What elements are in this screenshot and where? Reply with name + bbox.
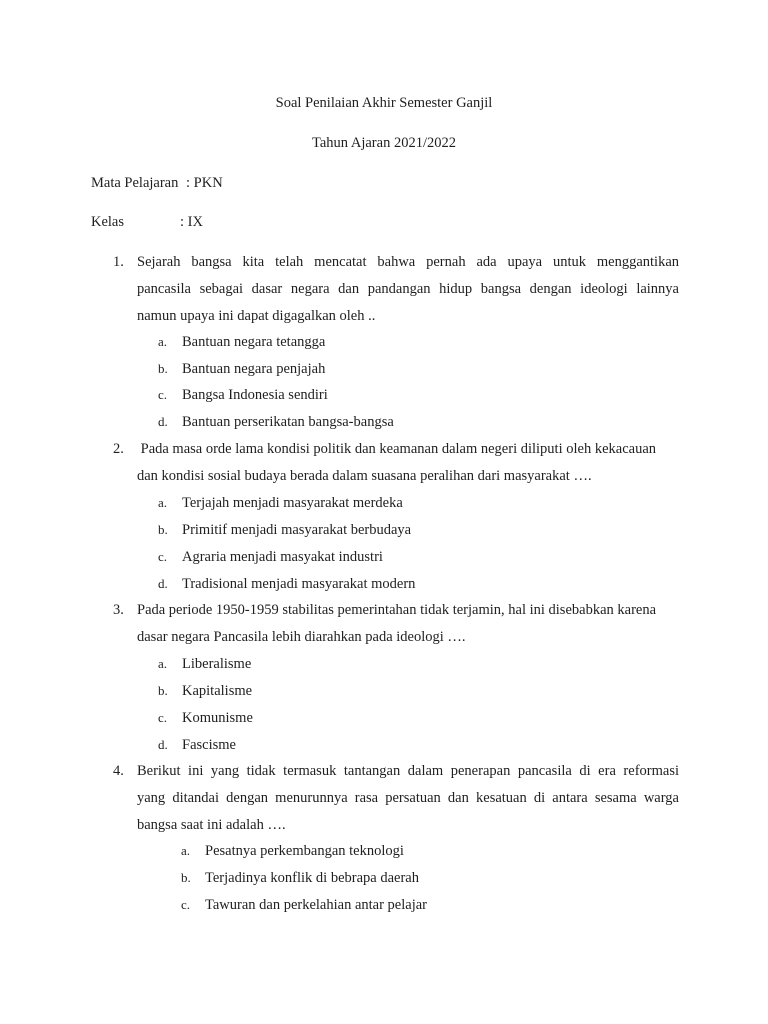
subject-label: Mata Pelajaran [91, 175, 179, 191]
question-number: 2. [113, 441, 124, 457]
subject-value: : PKN [186, 175, 223, 191]
option-letter: b. [158, 361, 168, 376]
question-text-line: yang ditandai dengan menurunnya rasa persatuan dan kesatuan di antara sesama warga [137, 790, 679, 806]
class-row [91, 214, 291, 231]
question-text-line: Berikut ini yang tidak termasuk tantangan dalam penerapan pancasila di era reformasi [137, 763, 679, 779]
question-text-line: pancasila sebagai dasar negara dan pandangan hidup bangsa dengan ideologi lainnya [137, 281, 679, 297]
option-letter: c. [158, 549, 168, 564]
option-text: Bantuan perserikatan bangsa-bangsa [182, 414, 394, 430]
option-letter: d. [158, 737, 168, 752]
option-text: Bantuan negara tetangga [182, 334, 326, 350]
document-title: Soal Penilaian Akhir Semester Ganjil [275, 95, 493, 111]
option-letter: a. [158, 334, 168, 349]
option-letter: c. [181, 897, 191, 912]
option-letter: a. [158, 656, 168, 671]
option-letter: c. [158, 387, 168, 402]
option-letter: d. [158, 414, 168, 429]
option-text: Tawuran dan perkelahian antar pelajar [205, 897, 428, 913]
option-text: Tradisional menjadi masyarakat modern [182, 576, 416, 592]
option-text: Pesatnya perkembangan teknologi [205, 843, 404, 859]
question-text-line: namun upaya ini dapat digagalkan oleh .. [137, 308, 376, 324]
option-letter: d. [158, 576, 168, 591]
option-text: Terjajah menjadi masyarakat merdeka [182, 495, 403, 511]
class-value: : IX [180, 214, 203, 230]
academic-year: Tahun Ajaran 2021/2022 [312, 135, 456, 151]
option-text: Liberalisme [182, 656, 252, 672]
option-letter: c. [158, 710, 168, 725]
question-number: 4. [113, 763, 124, 779]
option-text: Kapitalisme [182, 683, 253, 699]
option-letter: a. [181, 843, 191, 858]
option-text: Bantuan negara penjajah [182, 361, 326, 377]
option-text: Komunisme [182, 710, 253, 726]
option-text: Fascisme [182, 737, 236, 753]
class-label: Kelas [91, 214, 125, 230]
option-text: Bangsa Indonesia sendiri [182, 387, 328, 403]
question-text-line: Pada periode 1950-1959 stabilitas pemerintahan tidak terjamin, hal ini disebabkan karena [137, 602, 657, 618]
question-text-line: Sejarah bangsa kita telah mencatat bahwa pernah ada upaya untuk menggantikan [137, 254, 679, 270]
option-text: Agraria menjadi masyakat industri [182, 549, 383, 565]
subject-row [91, 175, 223, 192]
option-letter: b. [158, 522, 168, 537]
option-letter: b. [181, 870, 191, 885]
option-letter: b. [158, 683, 168, 698]
question-text-line: Pada masa orde lama kondisi politik dan keamanan dalam negeri diliputi oleh kekacauan [137, 441, 657, 457]
option-text: Primitif menjadi masyarakat berbudaya [182, 522, 412, 538]
question-number: 1. [113, 254, 124, 270]
question-text-line: bangsa saat ini adalah …. [137, 817, 286, 833]
question-text-line: dasar negara Pancasila lebih diarahkan pada ideologi …. [137, 629, 466, 645]
option-text: Terjadinya konflik di bebrapa daerah [205, 870, 419, 886]
question-text-line: dan kondisi sosial budaya berada dalam suasana peralihan dari masyarakat …. [137, 468, 592, 484]
question-number: 3. [113, 602, 124, 618]
option-letter: a. [158, 495, 168, 510]
